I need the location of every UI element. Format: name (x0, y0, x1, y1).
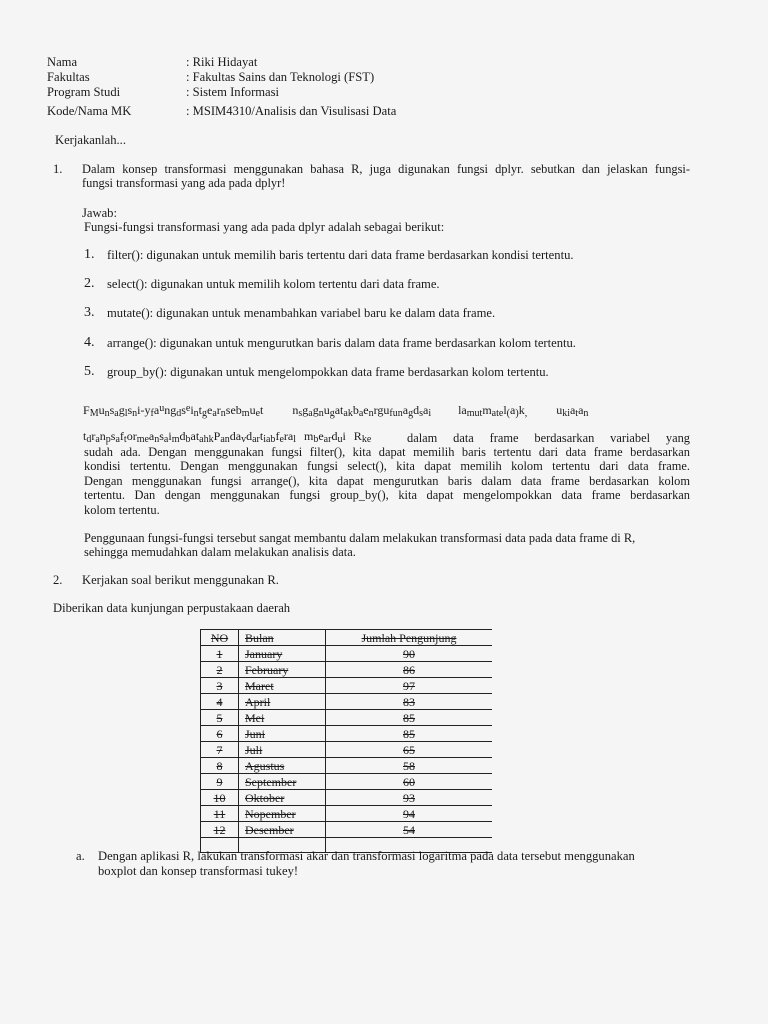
answer-item-text: mutate(): digunakan untuk menambahkan variabel baru ke dalam data frame. (107, 306, 496, 320)
cell-bulan: Desember (239, 822, 326, 838)
value-program-studi: : Sistem Informasi (186, 85, 280, 99)
cell-bulan: Maret (239, 678, 326, 694)
answer-item-text: group_by(): digunakan untuk mengelompokkan data frame berdasarkan kolom tertentu. (107, 365, 549, 379)
cell-jumlah: 83 (326, 694, 493, 710)
cell-jumlah: 65 (326, 742, 493, 758)
table-row (201, 806, 493, 822)
cell-bulan: Oktober (239, 790, 326, 806)
cell-bulan: Juli (239, 742, 326, 758)
visitor-table (200, 629, 492, 853)
summary-line: kondisi tertentu. Dengan menggunakan fungsi select(), kita dapat memilih kolom tertentu dari data frame. (84, 459, 690, 474)
q1-question-line: Dalam konsep transformasi menggunakan bahasa R, juga digunakan fungsi dplyr. sebutkan dan jelaskan fungsi- (82, 162, 690, 176)
table-header-row (201, 630, 493, 646)
summary-line: tertentu. Dan dengan menggunakan fungsi group_by(), kita dapat mengelompokkan data frame berdasarkan (84, 488, 690, 503)
answer-summary (84, 445, 690, 517)
cell-no: 12 (201, 822, 239, 838)
table-row (201, 694, 493, 710)
label-kode-mk: Kode/Nama MK (47, 104, 132, 118)
summary-tail: dalam data frame berdasarkan variabel yang (407, 431, 690, 445)
cell-jumlah: 85 (326, 710, 493, 726)
intro-text: Kerjakanlah... (55, 133, 126, 147)
q1-question-line: fungsi transformasi yang ada pada dplyr! (82, 176, 286, 191)
answer-item-text: arrange(): digunakan untuk mengurutkan baris dalam data frame berdasarkan kolom tertentu. (107, 336, 576, 350)
garbled-text-line-1: $F_Mu_ns_ag_ls_ni-y_fa^ung_ds^ei_nt_ge_ar_nseb_mu_et$ $n_sg_ag_nu_gat_{ak}b_ae_nrgu_{fun}a_gd_sa_i$ $la_{mut}m_{ate}l_(a_)k_,$ $u_{ki}a_ta_n$ (83, 403, 589, 419)
sub-a-label: a. (76, 849, 85, 863)
table-row (201, 774, 493, 790)
cell-no: 1 (201, 646, 239, 662)
closing-line: sehingga memudahkan dalam melakukan analisis data. (84, 545, 356, 560)
cell-bulan: Juni (239, 726, 326, 742)
cell-no: 7 (201, 742, 239, 758)
cell-bulan: Mei (239, 710, 326, 726)
answer-closing (84, 531, 690, 560)
cell-bulan: Agustus (239, 758, 326, 774)
table-caption: Diberikan data kunjungan perpustakaan daerah (53, 601, 291, 615)
table-row (201, 678, 493, 694)
answer-item-text: filter(): digunakan untuk memilih baris tertentu dari data frame berdasarkan kondisi tertentu. (107, 248, 574, 262)
answer-item-number: 5. (84, 364, 95, 379)
label-nama: Nama (47, 55, 78, 69)
cell-no: 3 (201, 678, 239, 694)
value-kode-mk: : MSIM4310/Analisis dan Visulisasi Data (186, 104, 397, 118)
cell-no: 10 (201, 790, 239, 806)
header-bulan: Bulan (239, 630, 326, 646)
label-fakultas: Fakultas (47, 70, 90, 84)
answer-item-number: 3. (84, 305, 95, 320)
answer-item-number: 4. (84, 335, 95, 350)
garbled-text-line-2: $t_dr_an_ps_af_tor_{me}a_ns_ai_md_bat_{ahk}P_{an}da_vd_{ar}t_{iab}f_era_l$ $m_be_{ar}d_ui$ $R_{ke}$ (83, 429, 372, 445)
jawab-label: Jawab: (82, 206, 117, 220)
cell-no: 11 (201, 806, 239, 822)
q2-text: Kerjakan soal berikut menggunakan R. (82, 573, 279, 587)
cell-no: 6 (201, 726, 239, 742)
table-row (201, 646, 493, 662)
cell-bulan: Nopember (239, 806, 326, 822)
q2-number: 2. (53, 573, 63, 587)
cell-jumlah: 93 (326, 790, 493, 806)
cell-jumlah: 54 (326, 822, 493, 838)
cell-bulan: September (239, 774, 326, 790)
header-jumlah: Jumlah Pengunjung (326, 630, 493, 646)
cell-bulan: January (239, 646, 326, 662)
cell-no: 9 (201, 774, 239, 790)
label-program-studi: Program Studi (47, 85, 121, 99)
cell-no: 8 (201, 758, 239, 774)
cell-bulan: February (239, 662, 326, 678)
table-row (201, 758, 493, 774)
cell-no: 5 (201, 710, 239, 726)
cell-jumlah: 97 (326, 678, 493, 694)
table-row (201, 710, 493, 726)
table-row (201, 822, 493, 838)
value-nama: : Riki Hidayat (186, 55, 258, 69)
table-row (201, 662, 493, 678)
summary-line: kolom tertentu. (84, 502, 160, 517)
answer-item-number: 2. (84, 276, 95, 291)
value-fakultas: : Fakultas Sains dan Teknologi (FST) (186, 70, 375, 84)
table-row (201, 790, 493, 806)
table-row (201, 726, 493, 742)
cell-bulan: April (239, 694, 326, 710)
header-no: NO (201, 630, 239, 646)
cell-jumlah: 58 (326, 758, 493, 774)
cell-jumlah: 94 (326, 806, 493, 822)
sub-a-line: Dengan aplikasi R, lakukan transformasi akar dan transformasi logaritma pada data tersebut menggunakan (98, 849, 635, 863)
answer-item-number: 1. (84, 247, 95, 262)
q1-question (82, 162, 690, 191)
cell-jumlah: 86 (326, 662, 493, 678)
answer-item-text: select(): digunakan untuk memilih kolom tertentu dari data frame. (107, 277, 440, 291)
summary-line: sudah ada. Dengan menggunakan fungsi filter(), kita dapat memilih baris tertentu dari data frame berdasarkan (84, 445, 690, 459)
summary-line: Dengan menggunakan fungsi arrange(), kita dapat mengurutkan baris dalam data frame berdasarkan kolom (84, 473, 690, 488)
sub-a-line: boxplot dan konsep transformasi tukey! (98, 864, 299, 878)
cell-jumlah: 85 (326, 726, 493, 742)
cell-no: 2 (201, 662, 239, 678)
q1-number: 1. (53, 162, 63, 176)
answer-lead: Fungsi-fungsi transformasi yang ada pada dplyr adalah sebagai berikut: (84, 220, 445, 234)
cell-no: 4 (201, 694, 239, 710)
table-row (201, 742, 493, 758)
cell-jumlah: 90 (326, 646, 493, 662)
cell-jumlah: 60 (326, 774, 493, 790)
closing-line: Penggunaan fungsi-fungsi tersebut sangat membantu dalam melakukan transformasi data pada data frame di R, (84, 531, 636, 545)
